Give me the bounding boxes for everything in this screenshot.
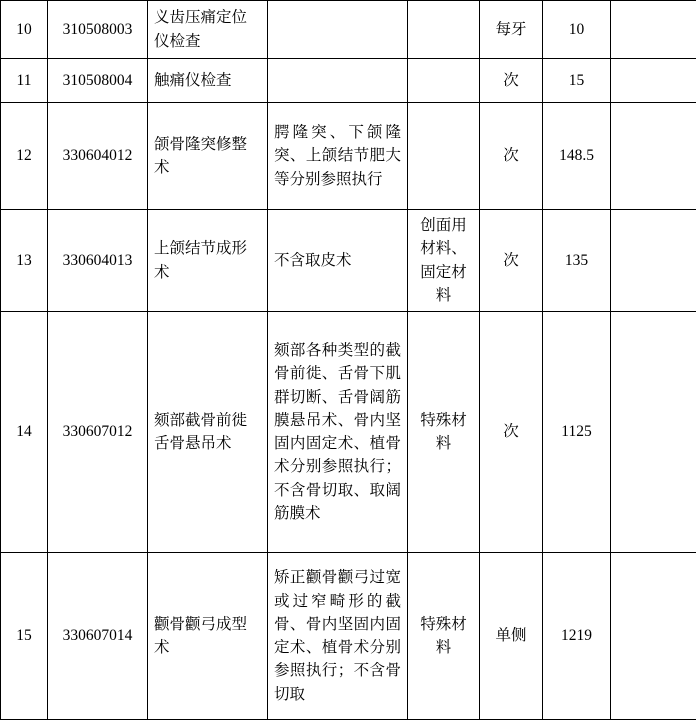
row-index: 14 [1, 312, 48, 553]
row-code: 330607012 [48, 312, 148, 553]
row-unit: 次 [480, 59, 543, 103]
row-description [268, 59, 408, 103]
row-remark [611, 59, 696, 103]
row-code: 310508003 [48, 1, 148, 59]
table-row [1, 553, 696, 720]
row-description: 矫正颧骨颧弓过宽或过窄畸形的截骨、骨内坚固内固定术、植骨术分别参照执行；不含骨切取 [268, 553, 408, 720]
row-unit: 次 [480, 312, 543, 553]
row-excluded [408, 59, 480, 103]
row-index: 10 [1, 1, 48, 59]
row-price: 135 [543, 210, 611, 312]
row-description [268, 1, 408, 59]
row-name: 颌骨隆突修整术 [148, 103, 268, 210]
row-index: 11 [1, 59, 48, 103]
row-price: 1125 [543, 312, 611, 553]
table-row [1, 312, 696, 553]
row-excluded: 特殊材料 [408, 312, 480, 553]
row-index: 13 [1, 210, 48, 312]
row-name: 触痛仪检查 [148, 59, 268, 103]
row-description: 腭隆突、下颌隆突、上颌结节肥大等分别参照执行 [268, 103, 408, 210]
row-remark [611, 312, 696, 553]
row-unit: 单侧 [480, 553, 543, 720]
row-price: 1219 [543, 553, 611, 720]
row-code: 330604013 [48, 210, 148, 312]
row-code: 330604012 [48, 103, 148, 210]
row-price: 10 [543, 1, 611, 59]
row-name: 颧骨颧弓成型术 [148, 553, 268, 720]
row-unit: 次 [480, 103, 543, 210]
row-unit: 每牙 [480, 1, 543, 59]
row-description: 不含取皮术 [268, 210, 408, 312]
row-remark [611, 103, 696, 210]
row-excluded: 创面用材料、固定材料 [408, 210, 480, 312]
row-code: 310508004 [48, 59, 148, 103]
row-code: 330607014 [48, 553, 148, 720]
row-remark [611, 1, 696, 59]
table-row [1, 103, 696, 210]
row-price: 15 [543, 59, 611, 103]
table-row [1, 210, 696, 312]
row-excluded [408, 1, 480, 59]
row-name: 颏部截骨前徙舌骨悬吊术 [148, 312, 268, 553]
row-index: 15 [1, 553, 48, 720]
row-unit: 次 [480, 210, 543, 312]
row-description: 颏部各种类型的截骨前徙、舌骨下肌群切断、舌骨阔筋膜悬吊术、骨内坚固内固定术、植骨术分别参照执行；不含骨切取、取阔筋膜术 [268, 312, 408, 553]
row-index: 12 [1, 103, 48, 210]
row-remark [611, 553, 696, 720]
row-name: 义齿压痛定位仪检查 [148, 1, 268, 59]
table-row [1, 1, 696, 59]
row-excluded: 特殊材料 [408, 553, 480, 720]
row-price: 148.5 [543, 103, 611, 210]
row-excluded [408, 103, 480, 210]
row-remark [611, 210, 696, 312]
row-name: 上颌结节成形术 [148, 210, 268, 312]
table-row [1, 59, 696, 103]
